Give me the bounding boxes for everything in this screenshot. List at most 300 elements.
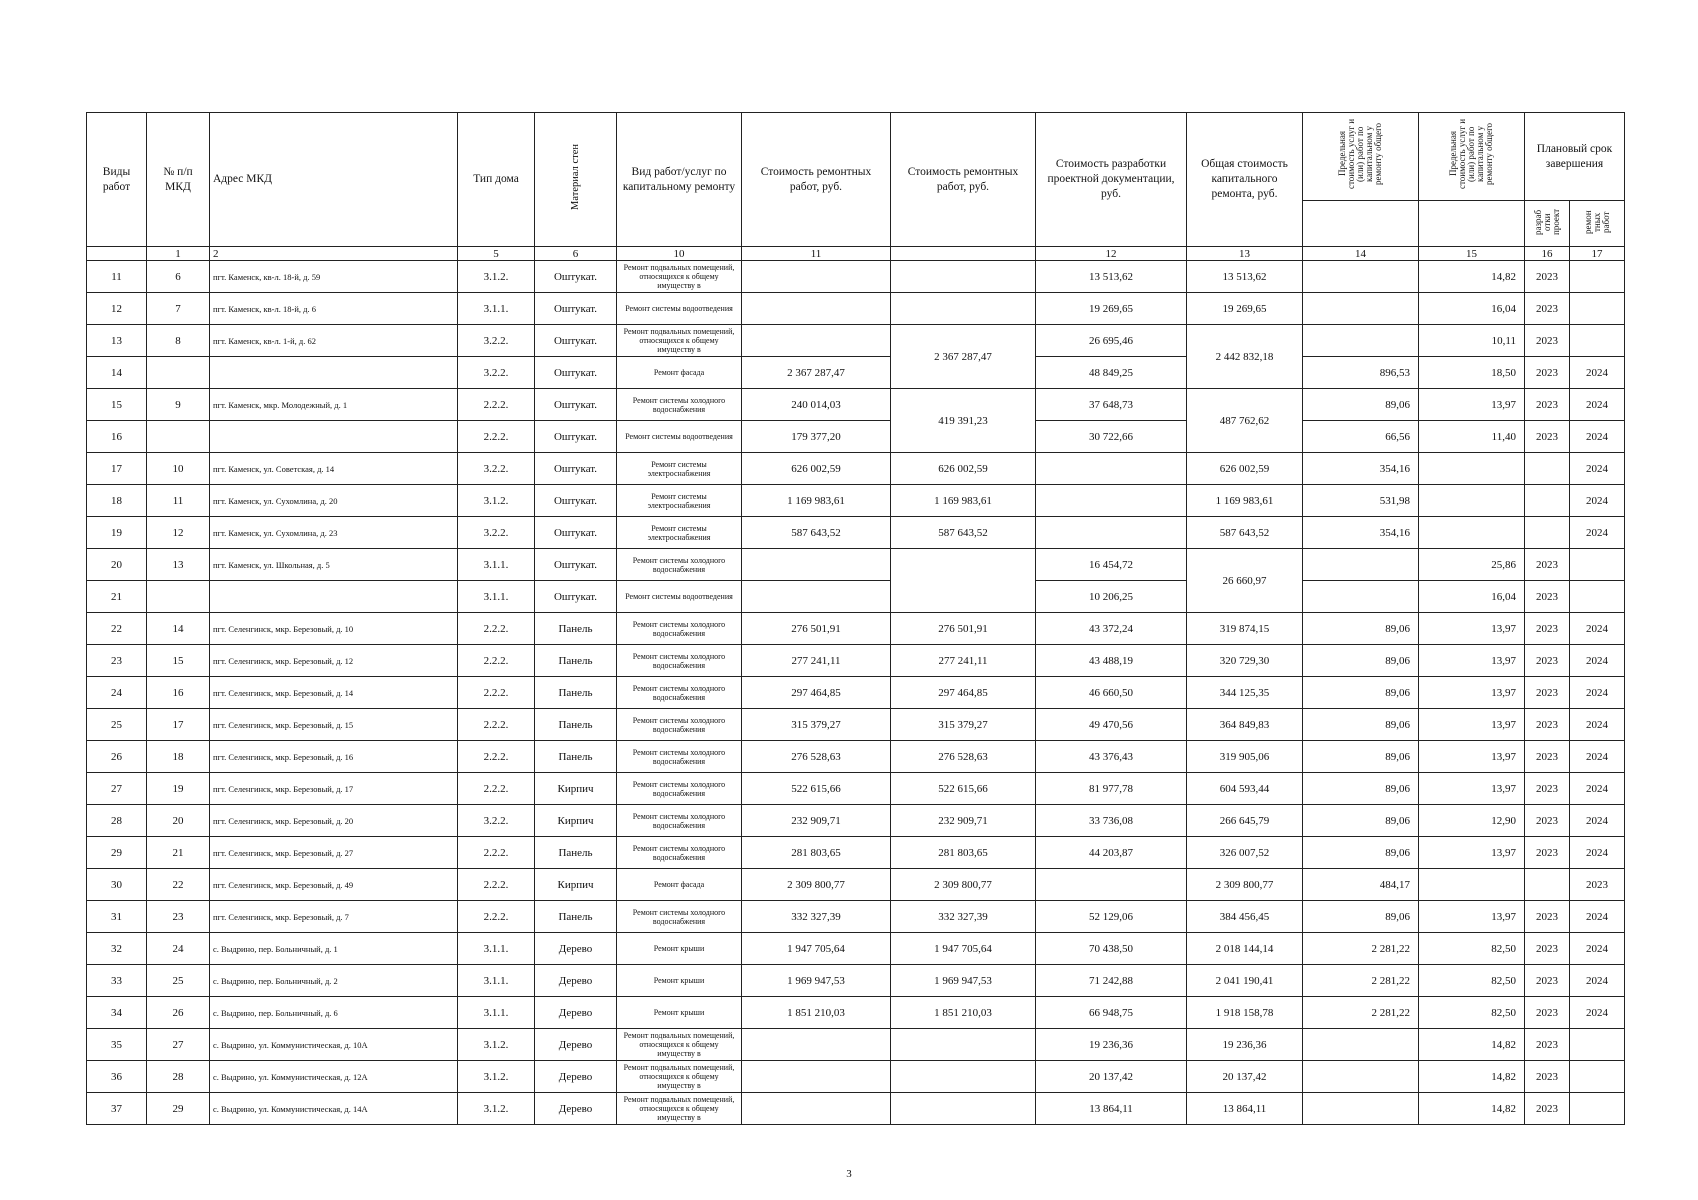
row-deadline-repair: 2024 [1570,837,1625,869]
table-row [87,901,1625,933]
row-house-type: 3.2.2. [458,453,535,485]
row-work-index: 13 [87,325,147,357]
row-deadline-design: 2023 [1525,325,1570,357]
row-address: пгт. Селенгинск, мкр. Березовый, д. 10 [210,613,458,645]
row-mkd-number: 7 [147,293,210,325]
row-limit-cost-2 [1419,453,1525,485]
row-repair-cost-2: 315 379,27 [891,709,1036,741]
row-repair-cost-1: 626 002,59 [742,453,891,485]
row-limit-cost-1: 89,06 [1303,677,1419,709]
row-limit-cost-1: 89,06 [1303,645,1419,677]
row-deadline-repair [1570,261,1625,293]
row-limit-cost-1: 2 281,22 [1303,997,1419,1029]
row-limit-cost-2: 14,82 [1419,1093,1525,1125]
row-wall-material: Дерево [535,933,617,965]
row-deadline-design: 2023 [1525,581,1570,613]
row-limit-cost-2: 16,04 [1419,293,1525,325]
row-repair-cost-1: 2 309 800,77 [742,869,891,901]
row-deadline-repair [1570,549,1625,581]
row-work-index: 33 [87,965,147,997]
table-row [87,613,1625,645]
row-deadline-repair: 2024 [1570,773,1625,805]
row-repair-cost-1: 232 909,71 [742,805,891,837]
subheader-repair [1570,201,1625,247]
row-repair-cost-2-merged: 2 367 287,47 [891,325,1036,389]
row-design-cost: 13 864,11 [1036,1093,1187,1125]
row-work-type: Ремонт крыши [617,933,742,965]
row-repair-cost-2-merged [891,549,1036,613]
table-row [87,997,1625,1029]
row-limit-cost-2: 13,97 [1419,837,1525,869]
row-work-type: Ремонт подвальных помещений, относящихся к общему имуществу в [617,325,742,357]
row-total-cost: 20 137,42 [1187,1061,1303,1093]
row-work-type: Ремонт системы холодного водоснабжения [617,773,742,805]
row-limit-cost-1: 89,06 [1303,709,1419,741]
row-work-type: Ремонт системы холодного водоснабжения [617,549,742,581]
row-work-index: 16 [87,421,147,453]
row-design-cost: 19 236,36 [1036,1029,1187,1061]
row-design-cost [1036,485,1187,517]
row-mkd-number: 11 [147,485,210,517]
row-address: пгт. Каменск, ул. Сухомлина, д. 20 [210,485,458,517]
row-limit-cost-1: 89,06 [1303,773,1419,805]
row-work-index: 19 [87,517,147,549]
row-repair-cost-2: 232 909,71 [891,805,1036,837]
row-work-type: Ремонт системы электроснабжения [617,517,742,549]
row-total-cost: 19 236,36 [1187,1029,1303,1061]
row-address: пгт. Каменск, кв-л. 1-й, д. 62 [210,325,458,357]
row-repair-cost-1: 1 169 983,61 [742,485,891,517]
row-address: пгт. Каменск, ул. Советская, д. 14 [210,453,458,485]
row-limit-cost-2: 12,90 [1419,805,1525,837]
row-repair-cost-1: 297 464,85 [742,677,891,709]
row-repair-cost-2: 332 327,39 [891,901,1036,933]
row-work-type: Ремонт системы холодного водоснабжения [617,677,742,709]
row-mkd-number: 17 [147,709,210,741]
row-limit-cost-2: 13,97 [1419,677,1525,709]
column-number-cell [87,247,147,261]
row-address: пгт. Селенгинск, мкр. Березовый, д. 20 [210,805,458,837]
row-limit-cost-1: 66,56 [1303,421,1419,453]
row-house-type: 3.1.1. [458,933,535,965]
row-address [210,421,458,453]
row-address: пгт. Селенгинск, мкр. Березовый, д. 49 [210,869,458,901]
row-deadline-repair [1570,325,1625,357]
row-wall-material: Дерево [535,1029,617,1061]
table-row [87,261,1625,293]
table-row [87,549,1625,581]
row-design-cost [1036,453,1187,485]
column-number-cell: 12 [1036,247,1187,261]
row-mkd-number: 22 [147,869,210,901]
row-total-cost: 319 905,06 [1187,741,1303,773]
table-row [87,453,1625,485]
header-vid-rabot: Виды работ [87,113,147,247]
row-wall-material: Оштукат. [535,453,617,485]
row-work-index: 26 [87,741,147,773]
row-limit-cost-1: 89,06 [1303,389,1419,421]
row-deadline-repair: 2024 [1570,357,1625,389]
row-house-type: 3.2.2. [458,325,535,357]
row-deadline-design: 2023 [1525,549,1570,581]
row-repair-cost-2: 522 615,66 [891,773,1036,805]
row-repair-cost-2-merged: 419 391,23 [891,389,1036,453]
row-work-index: 12 [87,293,147,325]
row-limit-cost-1: 89,06 [1303,613,1419,645]
row-limit-cost-1: 89,06 [1303,901,1419,933]
row-wall-material: Оштукат. [535,261,617,293]
row-house-type: 3.1.1. [458,293,535,325]
table-row [87,645,1625,677]
row-work-index: 31 [87,901,147,933]
row-house-type: 2.2.2. [458,837,535,869]
row-address: пгт. Селенгинск, мкр. Березовый, д. 16 [210,741,458,773]
row-repair-cost-2: 297 464,85 [891,677,1036,709]
row-design-cost: 26 695,46 [1036,325,1187,357]
row-total-cost: 13 513,62 [1187,261,1303,293]
row-limit-cost-2: 82,50 [1419,997,1525,1029]
row-house-type: 2.2.2. [458,869,535,901]
row-total-cost: 1 169 983,61 [1187,485,1303,517]
row-wall-material: Панель [535,709,617,741]
row-wall-material: Оштукат. [535,549,617,581]
row-deadline-repair [1570,293,1625,325]
row-deadline-design [1525,485,1570,517]
row-deadline-repair [1570,1093,1625,1125]
row-wall-material: Кирпич [535,773,617,805]
row-house-type: 2.2.2. [458,677,535,709]
row-total-cost: 319 874,15 [1187,613,1303,645]
subheader-empty-15 [1419,201,1525,247]
page-number: 3 [846,1168,852,1180]
row-limit-cost-2: 14,82 [1419,1061,1525,1093]
row-work-type: Ремонт системы электроснабжения [617,485,742,517]
row-repair-cost-1: 276 528,63 [742,741,891,773]
row-limit-cost-1: 89,06 [1303,805,1419,837]
column-number-cell: 5 [458,247,535,261]
row-repair-cost-1 [742,581,891,613]
row-repair-cost-1 [742,549,891,581]
row-house-type: 3.1.1. [458,581,535,613]
works-table-sheet [86,112,1624,1125]
row-design-cost: 43 376,43 [1036,741,1187,773]
row-work-type: Ремонт подвальных помещений, относящихся к общему имуществу в [617,1061,742,1093]
row-deadline-repair: 2024 [1570,645,1625,677]
row-design-cost [1036,517,1187,549]
row-repair-cost-2: 2 309 800,77 [891,869,1036,901]
column-number-row [87,247,1625,261]
row-work-type: Ремонт системы холодного водоснабжения [617,901,742,933]
row-total-cost: 344 125,35 [1187,677,1303,709]
row-house-type: 2.2.2. [458,645,535,677]
column-number-cell: 2 [210,247,458,261]
row-deadline-repair [1570,1029,1625,1061]
row-design-cost: 81 977,78 [1036,773,1187,805]
row-work-index: 22 [87,613,147,645]
row-deadline-repair: 2024 [1570,389,1625,421]
row-total-cost: 604 593,44 [1187,773,1303,805]
row-deadline-design: 2023 [1525,1093,1570,1125]
row-repair-cost-2 [891,1093,1036,1125]
row-work-type: Ремонт системы электроснабжения [617,453,742,485]
row-mkd-number: 14 [147,613,210,645]
row-work-type: Ремонт крыши [617,997,742,1029]
row-wall-material: Дерево [535,1093,617,1125]
row-mkd-number: 21 [147,837,210,869]
row-design-cost: 43 488,19 [1036,645,1187,677]
row-deadline-design: 2023 [1525,933,1570,965]
row-work-type: Ремонт подвальных помещений, относящихся к общему имуществу в [617,261,742,293]
header-row [87,113,1625,201]
row-design-cost: 44 203,87 [1036,837,1187,869]
row-address: с. Выдрино, ул. Коммунистическая, д. 10А [210,1029,458,1061]
row-total-cost: 13 864,11 [1187,1093,1303,1125]
row-work-type: Ремонт системы холодного водоснабжения [617,613,742,645]
row-deadline-design: 2023 [1525,645,1570,677]
row-work-index: 29 [87,837,147,869]
row-deadline-design: 2023 [1525,709,1570,741]
row-wall-material: Оштукат. [535,517,617,549]
row-total-cost: 320 729,30 [1187,645,1303,677]
row-work-index: 30 [87,869,147,901]
row-deadline-repair: 2024 [1570,741,1625,773]
table-row [87,773,1625,805]
row-repair-cost-2: 276 528,63 [891,741,1036,773]
row-mkd-number: 18 [147,741,210,773]
row-repair-cost-1 [742,261,891,293]
row-limit-cost-1: 531,98 [1303,485,1419,517]
row-repair-cost-2 [891,293,1036,325]
row-deadline-design: 2023 [1525,1061,1570,1093]
row-work-index: 14 [87,357,147,389]
row-mkd-number: 13 [147,549,210,581]
row-deadline-repair: 2024 [1570,709,1625,741]
row-limit-cost-2: 25,86 [1419,549,1525,581]
row-design-cost: 66 948,75 [1036,997,1187,1029]
header-address: Адрес МКД [210,113,458,247]
table-row [87,805,1625,837]
row-repair-cost-2: 281 803,65 [891,837,1036,869]
row-limit-cost-2: 13,97 [1419,645,1525,677]
row-repair-cost-2: 1 851 210,03 [891,997,1036,1029]
subheader-design [1525,201,1570,247]
row-total-cost: 626 002,59 [1187,453,1303,485]
column-number-cell: 15 [1419,247,1525,261]
row-total-cost: 587 643,52 [1187,517,1303,549]
row-work-type: Ремонт подвальных помещений, относящихся к общему имуществу в [617,1093,742,1125]
row-total-cost-merged: 26 660,97 [1187,549,1303,613]
table-row [87,709,1625,741]
row-deadline-design: 2023 [1525,677,1570,709]
row-wall-material: Панель [535,901,617,933]
row-work-index: 18 [87,485,147,517]
row-address: с. Выдрино, пер. Больничный, д. 6 [210,997,458,1029]
row-deadline-design: 2023 [1525,901,1570,933]
row-design-cost: 70 438,50 [1036,933,1187,965]
row-repair-cost-2: 276 501,91 [891,613,1036,645]
row-deadline-design [1525,869,1570,901]
row-address: пгт. Каменск, кв-л. 18-й, д. 59 [210,261,458,293]
header-repair-cost-2: Стоимость ремонтных работ, руб. [891,113,1036,247]
row-mkd-number [147,357,210,389]
row-address: пгт. Селенгинск, мкр. Березовый, д. 14 [210,677,458,709]
row-deadline-design: 2023 [1525,1029,1570,1061]
row-total-cost: 326 007,52 [1187,837,1303,869]
row-work-index: 24 [87,677,147,709]
row-limit-cost-2: 13,97 [1419,709,1525,741]
row-design-cost: 20 137,42 [1036,1061,1187,1093]
row-repair-cost-2: 1 969 947,53 [891,965,1036,997]
row-address: с. Выдрино, пер. Больничный, д. 2 [210,965,458,997]
row-limit-cost-2: 14,82 [1419,261,1525,293]
table-row [87,741,1625,773]
row-address: пгт. Селенгинск, мкр. Березовый, д. 17 [210,773,458,805]
row-work-index: 27 [87,773,147,805]
row-mkd-number: 19 [147,773,210,805]
row-work-type: Ремонт системы холодного водоснабжения [617,837,742,869]
row-repair-cost-2: 626 002,59 [891,453,1036,485]
row-total-cost: 2 018 144,14 [1187,933,1303,965]
row-limit-cost-2 [1419,517,1525,549]
row-mkd-number: 23 [147,901,210,933]
row-house-type: 2.2.2. [458,741,535,773]
row-wall-material: Кирпич [535,805,617,837]
table-row [87,677,1625,709]
row-limit-cost-1 [1303,293,1419,325]
row-work-index: 23 [87,645,147,677]
row-work-type: Ремонт системы водоотведения [617,293,742,325]
column-number-cell: 11 [742,247,891,261]
row-house-type: 2.2.2. [458,901,535,933]
row-repair-cost-1: 240 014,03 [742,389,891,421]
row-total-cost-merged: 487 762,62 [1187,389,1303,453]
row-total-cost: 384 456,45 [1187,901,1303,933]
row-repair-cost-1: 281 803,65 [742,837,891,869]
row-deadline-design: 2023 [1525,421,1570,453]
row-design-cost: 19 269,65 [1036,293,1187,325]
row-limit-cost-1: 89,06 [1303,741,1419,773]
row-repair-cost-1 [742,1061,891,1093]
row-mkd-number: 15 [147,645,210,677]
header-plan-deadline: Плановый срок завершения [1525,113,1625,201]
row-wall-material: Оштукат. [535,325,617,357]
row-repair-cost-1: 587 643,52 [742,517,891,549]
row-deadline-design [1525,453,1570,485]
row-repair-cost-1: 179 377,20 [742,421,891,453]
row-total-cost: 266 645,79 [1187,805,1303,837]
header-limit-cost-2-text: Предельная стоимость услуг и (или) работ по капитальном у ремонту общего [1448,118,1494,190]
row-limit-cost-1: 896,53 [1303,357,1419,389]
row-limit-cost-2: 16,04 [1419,581,1525,613]
row-limit-cost-2: 13,97 [1419,613,1525,645]
row-limit-cost-1 [1303,261,1419,293]
row-mkd-number: 28 [147,1061,210,1093]
table-row [87,1061,1625,1093]
row-mkd-number: 25 [147,965,210,997]
row-limit-cost-2: 11,40 [1419,421,1525,453]
row-design-cost: 49 470,56 [1036,709,1187,741]
row-address: пгт. Каменск, ул. Школьная, д. 5 [210,549,458,581]
row-address [210,581,458,613]
row-deadline-design: 2023 [1525,357,1570,389]
column-number-cell: 17 [1570,247,1625,261]
row-total-cost: 19 269,65 [1187,293,1303,325]
subheader-empty-14 [1303,201,1419,247]
row-house-type: 2.2.2. [458,773,535,805]
column-number-cell [891,247,1036,261]
header-design-cost: Стоимость разработки проектной документации, руб. [1036,113,1187,247]
row-limit-cost-2 [1419,869,1525,901]
row-design-cost: 52 129,06 [1036,901,1187,933]
row-mkd-number [147,581,210,613]
row-mkd-number: 27 [147,1029,210,1061]
row-address: с. Выдрино, пер. Больничный, д. 1 [210,933,458,965]
row-wall-material: Панель [535,677,617,709]
row-repair-cost-2: 277 241,11 [891,645,1036,677]
row-house-type: 2.2.2. [458,389,535,421]
table-row [87,485,1625,517]
row-mkd-number: 29 [147,1093,210,1125]
row-deadline-design: 2023 [1525,805,1570,837]
row-work-type: Ремонт системы холодного водоснабжения [617,805,742,837]
row-repair-cost-1 [742,1093,891,1125]
row-house-type: 2.2.2. [458,709,535,741]
row-wall-material: Кирпич [535,869,617,901]
row-repair-cost-2 [891,261,1036,293]
row-deadline-repair: 2024 [1570,421,1625,453]
table-row [87,293,1625,325]
header-limit-cost-2 [1419,113,1525,201]
row-mkd-number: 24 [147,933,210,965]
row-house-type: 3.2.2. [458,805,535,837]
row-limit-cost-1 [1303,325,1419,357]
row-design-cost: 16 454,72 [1036,549,1187,581]
row-repair-cost-2: 1 947 705,64 [891,933,1036,965]
row-mkd-number: 20 [147,805,210,837]
row-limit-cost-1: 2 281,22 [1303,933,1419,965]
row-house-type: 3.1.2. [458,1093,535,1125]
row-limit-cost-2: 13,97 [1419,389,1525,421]
row-total-cost: 2 041 190,41 [1187,965,1303,997]
row-total-cost-merged: 2 442 832,18 [1187,325,1303,389]
row-work-type: Ремонт подвальных помещений, относящихся к общему имуществу в [617,1029,742,1061]
row-wall-material: Дерево [535,1061,617,1093]
row-limit-cost-1 [1303,1029,1419,1061]
row-limit-cost-1 [1303,581,1419,613]
row-design-cost [1036,869,1187,901]
header-house-type: Тип дома [458,113,535,247]
table-row [87,837,1625,869]
column-number-cell: 16 [1525,247,1570,261]
row-work-type: Ремонт системы холодного водоснабжения [617,741,742,773]
row-limit-cost-2: 13,97 [1419,741,1525,773]
row-house-type: 3.1.2. [458,1061,535,1093]
row-repair-cost-2 [891,1029,1036,1061]
row-limit-cost-2: 18,50 [1419,357,1525,389]
row-limit-cost-1 [1303,1061,1419,1093]
column-number-cell: 13 [1187,247,1303,261]
row-deadline-design: 2023 [1525,741,1570,773]
row-work-type: Ремонт фасада [617,357,742,389]
row-repair-cost-1 [742,1029,891,1061]
row-repair-cost-1: 1 851 210,03 [742,997,891,1029]
row-address: пгт. Селенгинск, мкр. Березовый, д. 27 [210,837,458,869]
row-wall-material: Оштукат. [535,357,617,389]
row-design-cost: 48 849,25 [1036,357,1187,389]
row-address: с. Выдрино, ул. Коммунистическая, д. 14А [210,1093,458,1125]
header-num-mkd: № п/п МКД [147,113,210,247]
row-work-index: 21 [87,581,147,613]
